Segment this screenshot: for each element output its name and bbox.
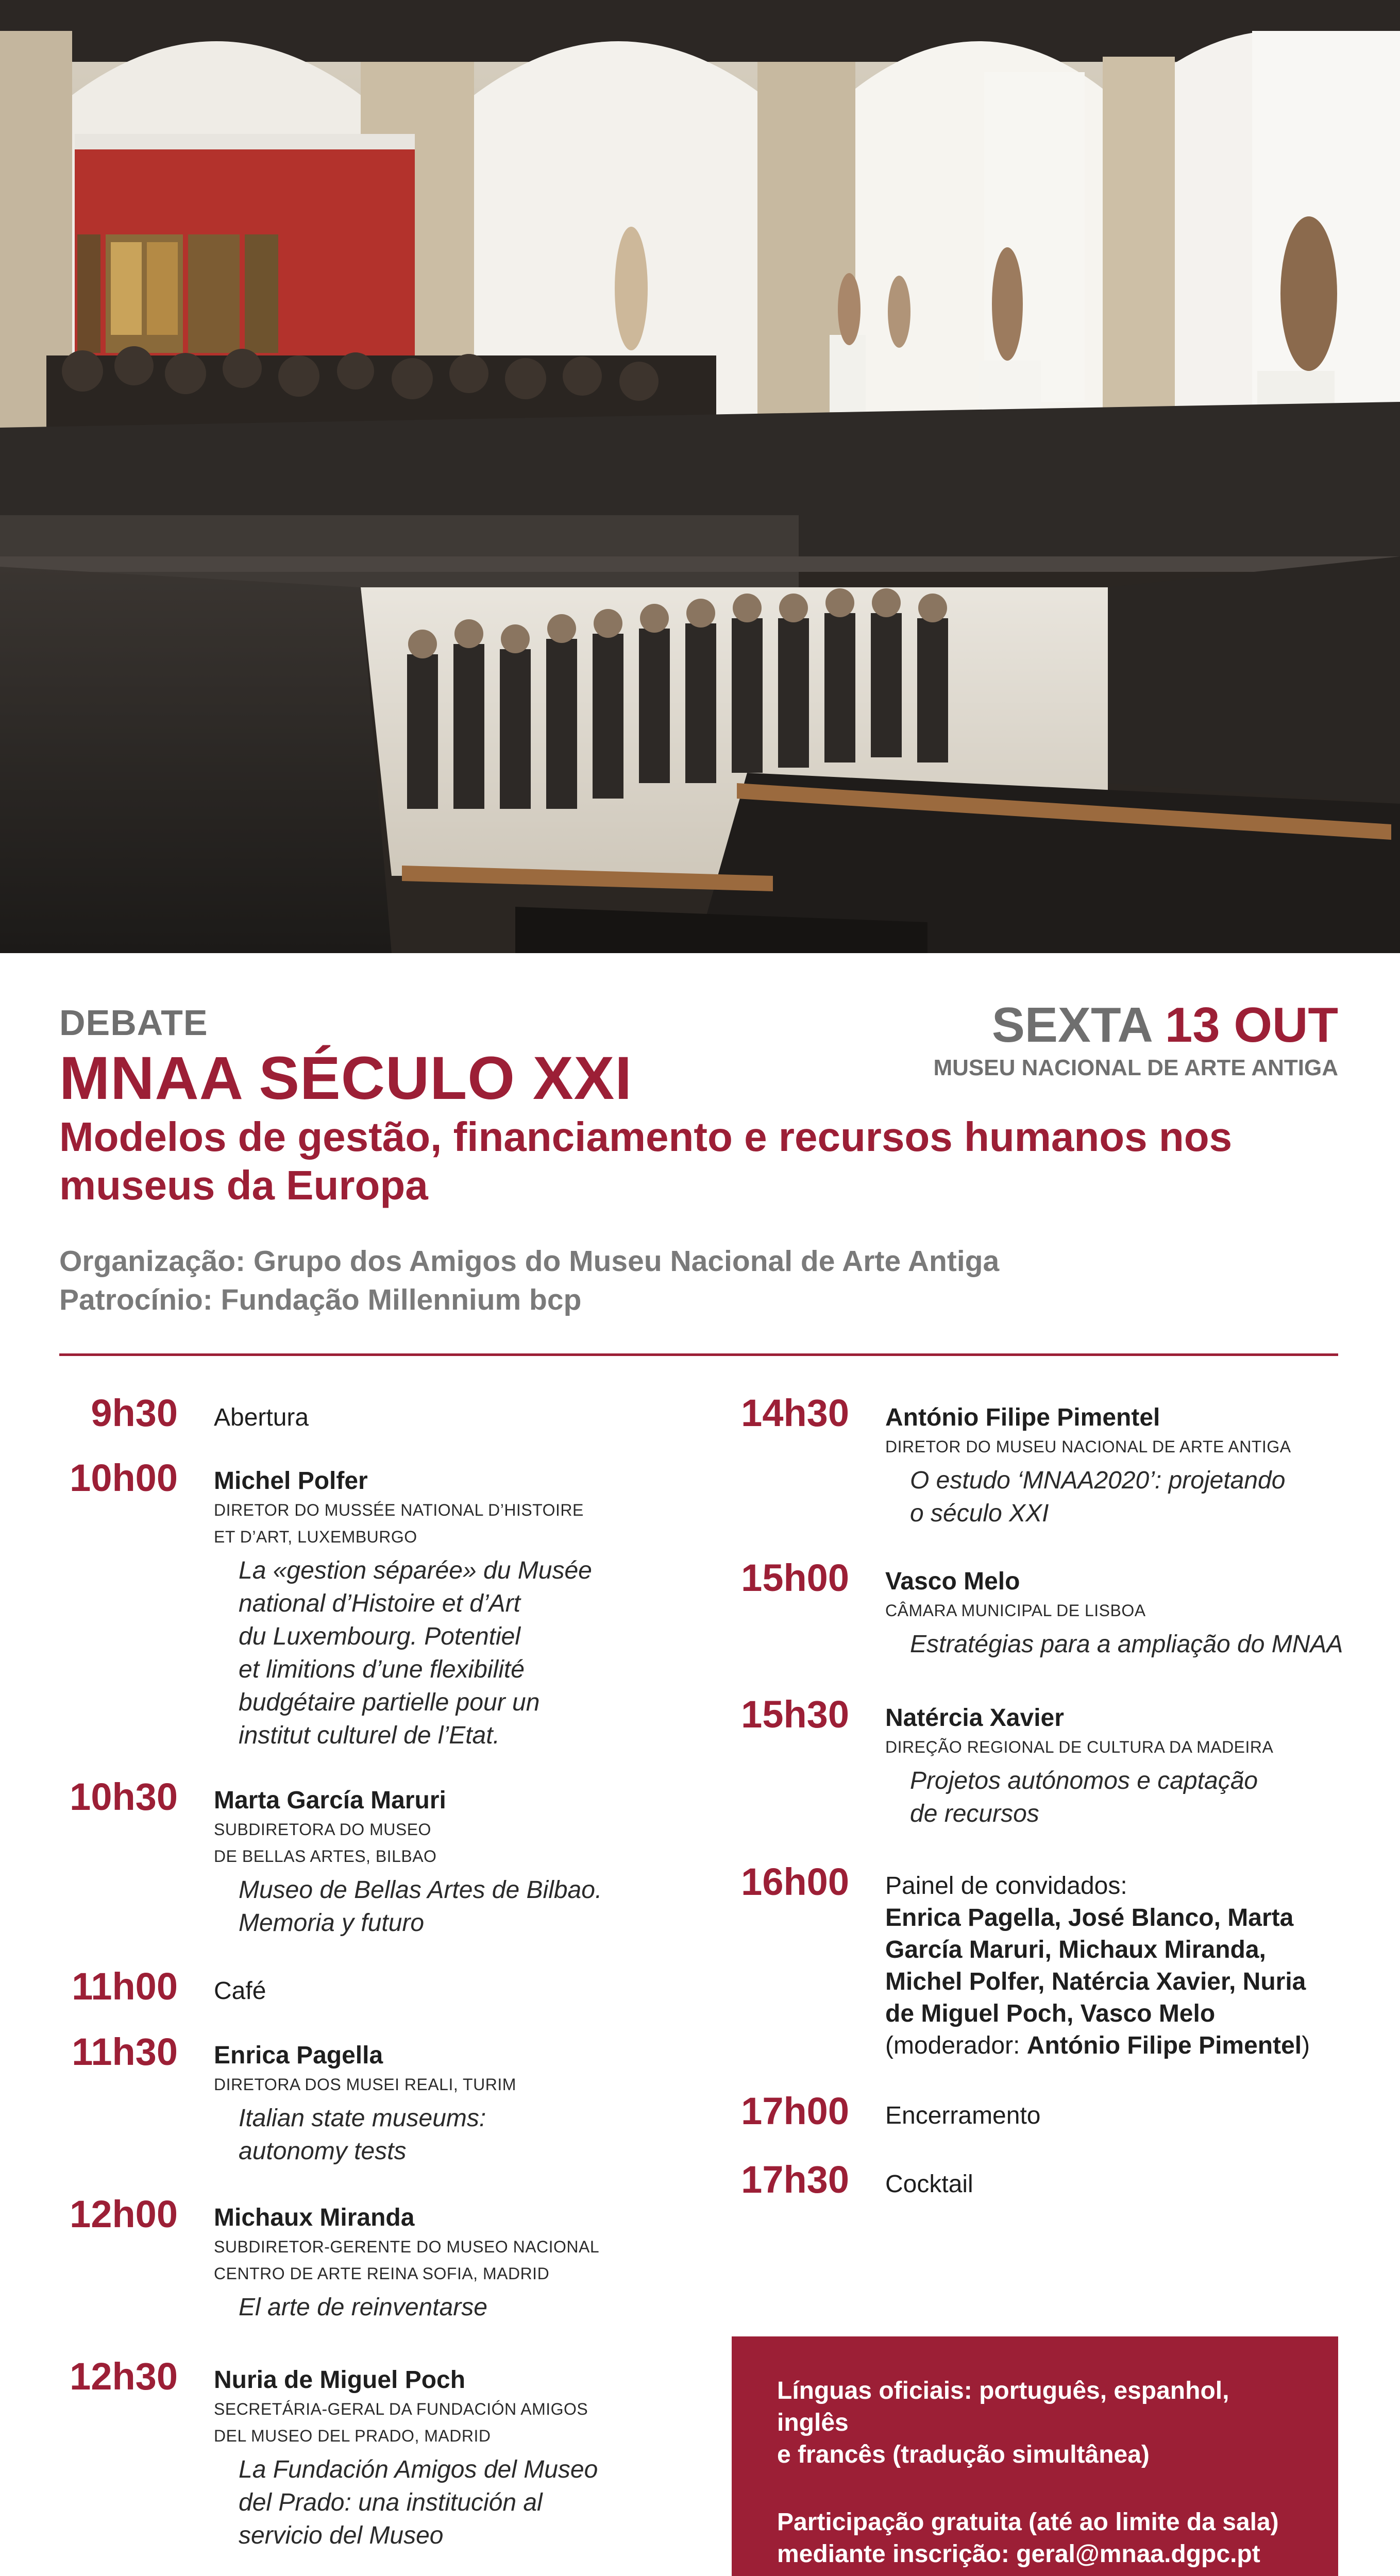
event-day-month: 13 OUT	[1165, 997, 1338, 1053]
speaker-name: Natércia Xavier	[885, 1704, 1064, 1732]
speaker-role: DE BELLAS ARTES, BILBAO	[214, 1847, 437, 1866]
registration-info	[777, 2506, 1303, 2570]
panel-names-line: Michel Polfer, Natércia Xavier, Nuria	[885, 1968, 1306, 1995]
talk-line: del Prado: una institución al	[239, 2489, 543, 2516]
speaker-role: SUBDIRETOR-GERENTE DO MUSEO NACIONAL	[214, 2238, 600, 2256]
schedule-time: 9h30	[91, 1392, 178, 1434]
talk-line: servicio del Museo	[239, 2522, 444, 2549]
info-line: mediante inscrição: geral@mnaa.dgpc.pt	[777, 2540, 1260, 2568]
schedule-time: 10h00	[70, 1456, 178, 1499]
talk-line: O estudo ‘MNAA2020’: projetando	[910, 1467, 1286, 1494]
museum-gallery-illustration	[0, 0, 1400, 953]
schedule-item	[885, 1703, 1273, 1831]
organization-credit: Organização: Grupo dos Amigos do Museu Nacional de Arte Antiga	[59, 1245, 1000, 1278]
schedule-time: 17h00	[741, 2090, 849, 2132]
talk-line: La Fundación Amigos del Museo	[239, 2456, 598, 2483]
speaker-name: Enrica Pagella	[214, 2042, 383, 2069]
panel-names-line: de Miguel Poch, Vasco Melo	[885, 2000, 1216, 2027]
schedule-item	[214, 1785, 602, 1940]
talk-line: Memoria y futuro	[239, 1909, 425, 1937]
talk-title	[239, 2453, 598, 2552]
panel-names-line: García Maruri, Michaux Miranda,	[885, 1936, 1266, 1963]
talk-line: La «gestion séparée» du Musée	[239, 1557, 592, 1584]
info-line: Participação gratuita (até ao limite da sala)	[777, 2509, 1279, 2536]
schedule-item	[885, 2100, 1040, 2131]
talk-title	[239, 1554, 592, 1752]
schedule-title: Cocktail	[885, 2171, 973, 2198]
divider	[59, 1353, 1338, 1356]
schedule-time: 12h30	[70, 2355, 178, 2398]
panel-names	[885, 1902, 1310, 2030]
event-venue: MUSEU NACIONAL DE ARTE ANTIGA	[933, 1055, 1338, 1080]
page-title: MNAA SÉCULO XXI	[59, 1044, 633, 1112]
talk-line: autonomy tests	[239, 2138, 407, 2165]
info-line: Línguas oficiais: português, espanhol, inglês	[777, 2377, 1229, 2436]
speaker-role: SECRETÁRIA-GERAL DA FUNDACIÓN AMIGOS	[214, 2400, 588, 2418]
event-date	[992, 997, 1338, 1054]
schedule-item	[885, 1402, 1291, 1530]
panel-names-line: Enrica Pagella, José Blanco, Marta	[885, 1904, 1294, 1931]
talk-line: o século XXI	[910, 1500, 1049, 1527]
speaker-name: António Filipe Pimentel	[885, 1404, 1160, 1431]
talk-title	[910, 1765, 1273, 1831]
debate-label: DEBATE	[59, 1003, 208, 1043]
schedule-item	[214, 2365, 598, 2552]
info-box	[732, 2336, 1338, 2576]
speaker-role: ET D’ART, LUXEMBURGO	[214, 1528, 417, 1546]
speaker-name: Marta García Maruri	[214, 1787, 446, 1814]
schedule-title: Encerramento	[885, 2102, 1041, 2129]
talk-line: du Luxembourg. Potentiel	[239, 1623, 521, 1650]
talk-title	[239, 2102, 516, 2168]
speaker-name: Nuria de Miguel Poch	[214, 2366, 466, 2394]
talk-line: Projetos autónomos e captação	[910, 1767, 1258, 1794]
speaker-name: Vasco Melo	[885, 1568, 1020, 1595]
schedule-item	[214, 1402, 309, 1433]
schedule-item	[214, 2202, 599, 2324]
talk-line: national d’Histoire et d’Art	[239, 1590, 520, 1617]
schedule-item	[885, 1566, 1343, 1661]
speaker-role: SUBDIRETORA DO MUSEO	[214, 1820, 431, 1839]
talk-line: Estratégias para a ampliação do MNAA	[910, 1631, 1343, 1658]
schedule-time: 12h00	[70, 2193, 178, 2235]
schedule-time: 11h00	[72, 1965, 178, 2008]
talk-line: Italian state museums:	[239, 2105, 486, 2132]
panel-intro: Painel de convidados:	[885, 1872, 1127, 1900]
schedule-time: 17h30	[741, 2158, 849, 2201]
panel-moderator	[885, 2030, 1310, 2062]
official-languages	[777, 2375, 1303, 2471]
schedule-time: 16h00	[741, 1860, 849, 1903]
hero-photo	[0, 0, 1400, 953]
schedule-item	[885, 1870, 1310, 2062]
talk-title	[910, 1464, 1291, 1530]
talk-line: institut culturel de l’Etat.	[239, 1722, 500, 1749]
moderator-name: António Filipe Pimentel	[1026, 2032, 1302, 2059]
schedule-time: 15h00	[741, 1556, 849, 1599]
schedule-time: 15h30	[741, 1693, 849, 1736]
talk-line: et limitions d’une flexibilité	[239, 1656, 525, 1683]
speaker-role: CENTRO DE ARTE REINA SOFIA, MADRID	[214, 2264, 550, 2283]
info-line: e francês (tradução simultânea)	[777, 2441, 1150, 2468]
event-weekday: SEXTA	[991, 997, 1152, 1053]
subtitle-line: museus da Europa	[59, 1162, 428, 1208]
schedule-item	[214, 1466, 592, 1752]
speaker-role: DIRETOR DO MUSSÉE NATIONAL D’HISTOIRE	[214, 1501, 584, 1519]
schedule-item	[214, 2040, 516, 2168]
speaker-role: CÂMARA MUNICIPAL DE LISBOA	[885, 1601, 1146, 1620]
talk-line: de recursos	[910, 1800, 1039, 1827]
talk-title	[239, 1874, 602, 1940]
schedule-time: 11h30	[72, 2030, 178, 2073]
speaker-role: DIRETORA DOS MUSEI REALI, TURIM	[214, 2075, 516, 2094]
talk-line: budgétaire partielle pour un	[239, 1689, 540, 1716]
speaker-name: Michel Polfer	[214, 1467, 368, 1495]
event-subtitle	[59, 1113, 1347, 1210]
talk-title	[239, 2291, 599, 2324]
speaker-role: DEL MUSEO DEL PRADO, MADRID	[214, 2427, 491, 2445]
talk-line: Museo de Bellas Artes de Bilbao.	[239, 1876, 602, 1904]
talk-line: El arte de reinventarse	[239, 2294, 487, 2321]
subtitle-line: Modelos de gestão, financiamento e recursos humanos nos	[59, 1114, 1233, 1160]
speaker-name: Michaux Miranda	[214, 2204, 415, 2231]
sponsorship-credit: Patrocínio: Fundação Millennium bcp	[59, 1283, 582, 1316]
schedule-time: 10h30	[70, 1775, 178, 1818]
schedule-time: 14h30	[741, 1392, 849, 1434]
moderator-prefix: (moderador:	[885, 2032, 1027, 2059]
moderator-suffix: )	[1302, 2032, 1310, 2059]
schedule-title: Café	[214, 1977, 266, 2005]
schedule-item	[214, 1976, 266, 2007]
talk-title	[910, 1628, 1343, 1661]
schedule-title: Abertura	[214, 1404, 309, 1431]
speaker-role: DIRETOR DO MUSEU NACIONAL DE ARTE ANTIGA	[885, 1437, 1291, 1456]
speaker-role: DIREÇÃO REGIONAL DE CULTURA DA MADEIRA	[885, 1738, 1274, 1756]
schedule-item	[885, 2169, 973, 2200]
